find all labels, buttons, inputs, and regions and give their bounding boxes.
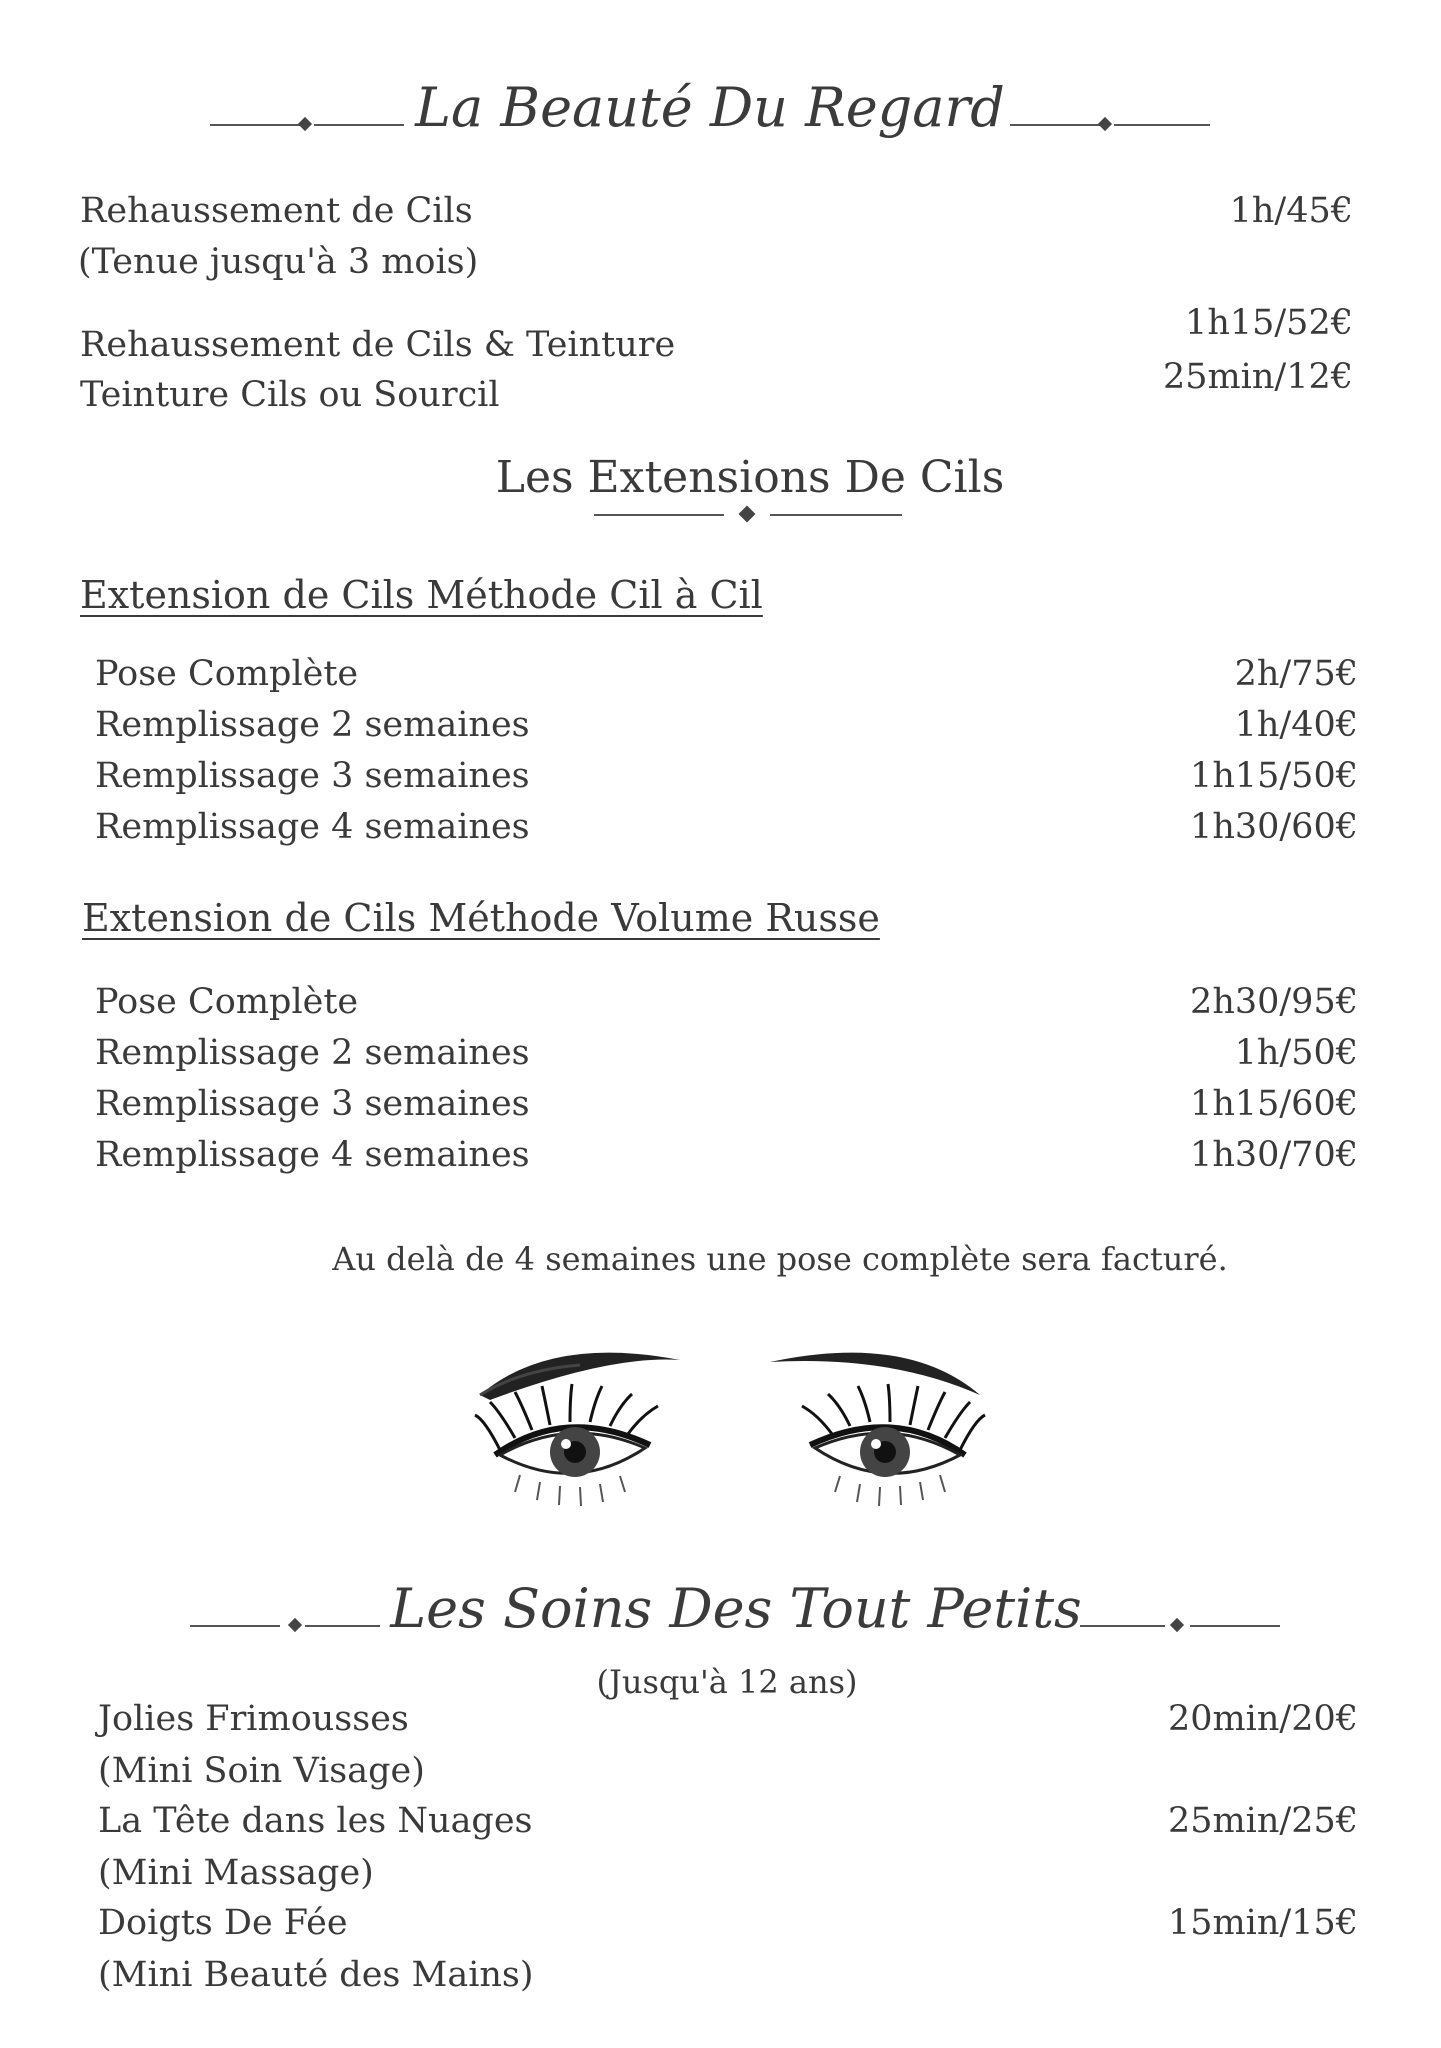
- pricing-note: Au delà de 4 semaines une pose complète sera facturé.: [332, 1240, 1228, 1278]
- item-name: Jolies Frimousses: [98, 1699, 409, 1739]
- item-name: Remplissage 4 semaines: [95, 1135, 530, 1175]
- item-name: Pose Complète: [95, 654, 359, 694]
- section-title: La Beauté Du Regard: [415, 76, 1005, 139]
- item-name: Doigts De Fée: [98, 1903, 348, 1943]
- item-price: 1h/45€: [1229, 191, 1353, 231]
- divider-line: [1114, 124, 1210, 126]
- item-price: 1h15/60€: [1190, 1084, 1358, 1124]
- item-price: 25min/12€: [1162, 357, 1353, 397]
- divider-line: [190, 1625, 280, 1627]
- item-price: 1h30/70€: [1190, 1135, 1358, 1175]
- diamond-ornament: [298, 117, 312, 131]
- item-price: 25min/25€: [1167, 1801, 1358, 1841]
- item-name: Rehaussement de Cils: [80, 191, 473, 231]
- item-name: Remplissage 2 semaines: [95, 705, 530, 745]
- item-price: 1h30/60€: [1190, 807, 1358, 847]
- item-price: 2h30/95€: [1190, 982, 1358, 1022]
- group-title: Extension de Cils Méthode Cil à Cil: [80, 573, 763, 617]
- item-price: 15min/15€: [1167, 1903, 1358, 1943]
- diamond-ornament: [1098, 117, 1112, 131]
- divider-line: [305, 1625, 380, 1627]
- item-price: 1h15/50€: [1190, 756, 1358, 796]
- divider-line: [314, 124, 404, 126]
- item-name: Remplissage 3 semaines: [95, 756, 530, 796]
- diamond-ornament: [739, 506, 756, 523]
- divider-line: [594, 514, 724, 516]
- item-detail: (Mini Massage): [98, 1853, 374, 1893]
- item-price: 1h15/52€: [1185, 303, 1353, 343]
- divider-line: [1010, 124, 1100, 126]
- item-name: Teinture Cils ou Sourcil: [80, 375, 500, 415]
- section-title-extensions: Les Extensions De Cils: [495, 452, 1005, 503]
- item-name: Rehaussement de Cils & Teinture: [80, 325, 676, 365]
- item-price: 2h/75€: [1234, 654, 1358, 694]
- item-price: 20min/20€: [1167, 1699, 1358, 1739]
- item-name: Remplissage 3 semaines: [95, 1084, 530, 1124]
- item-price: 1h/40€: [1234, 705, 1358, 745]
- item-detail: (Mini Soin Visage): [98, 1751, 425, 1791]
- diamond-ornament: [288, 1618, 302, 1632]
- item-name: Remplissage 2 semaines: [95, 1033, 530, 1073]
- divider-line: [770, 514, 902, 516]
- item-name: Pose Complète: [95, 982, 359, 1022]
- item-price: 1h/50€: [1234, 1033, 1358, 1073]
- item-detail: (Mini Beauté des Mains): [98, 1955, 534, 1995]
- item-name: La Tête dans les Nuages: [98, 1801, 533, 1841]
- diamond-ornament: [1170, 1618, 1184, 1632]
- section-subtitle: (Jusqu'à 12 ans): [596, 1663, 858, 1701]
- group-title: Extension de Cils Méthode Volume Russe: [82, 896, 880, 940]
- divider-line: [210, 124, 300, 126]
- item-detail: (Tenue jusqu'à 3 mois): [78, 242, 479, 282]
- section-title: Les Soins Des Tout Petits: [390, 1577, 1082, 1640]
- divider-line: [1190, 1625, 1280, 1627]
- eyes-illustration-icon: [460, 1320, 1000, 1520]
- item-name: Remplissage 4 semaines: [95, 807, 530, 847]
- divider-line: [1080, 1625, 1165, 1627]
